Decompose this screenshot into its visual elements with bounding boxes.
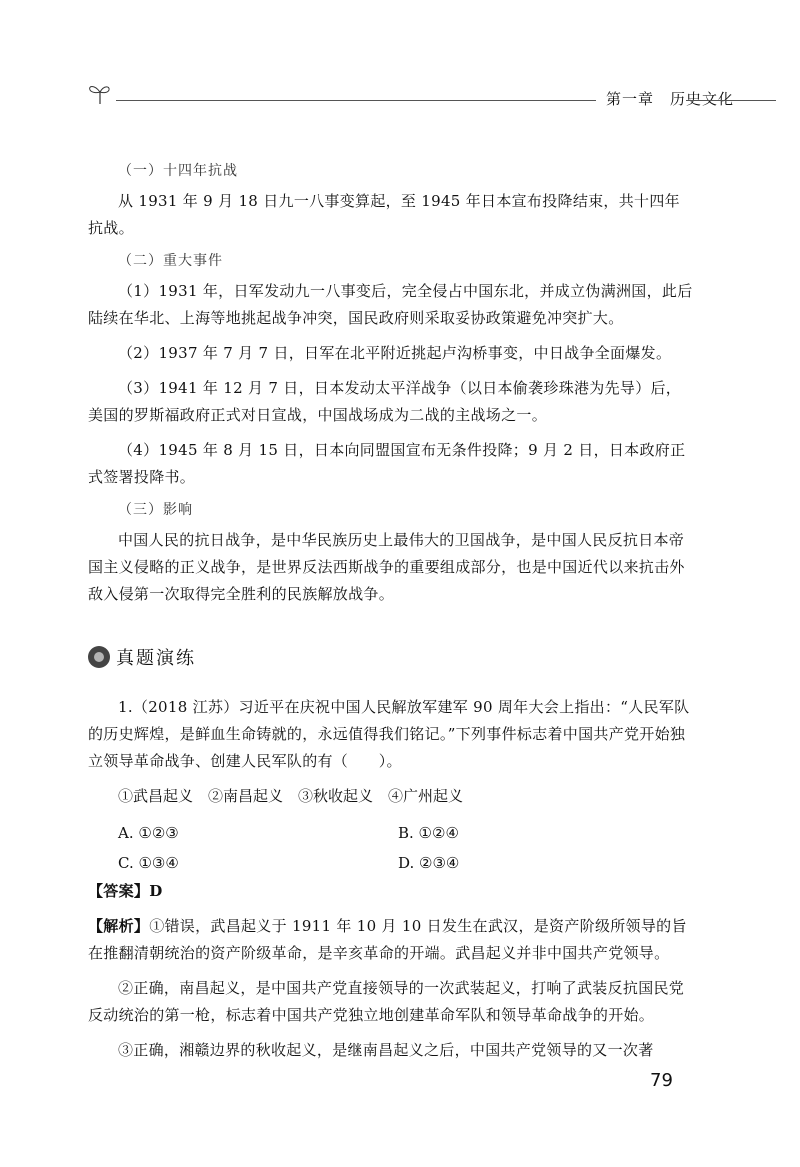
- header-rule-left: [116, 100, 596, 101]
- option-b: B. ①②④: [398, 824, 459, 842]
- section-title-3: （三）影响: [118, 502, 193, 518]
- section-text-1: 从 1931 年 9 月 18 日九一八事变算起，至 1945 年日本宣布投降结束，共十四年抗战。: [88, 192, 680, 237]
- answer-line: [88, 878, 693, 905]
- exercise-heading: [88, 644, 693, 670]
- answer-label: 【答案】: [88, 882, 150, 900]
- analysis-label: 【解析】: [88, 917, 150, 935]
- event-item-3: （3）1941 年 12 月 7 日，日本发动太平洋战争（以日本偷袭珍珠港为先导）后，美国的罗斯福政府正式对日宣战，中国战场成为二战的主战场之一。: [88, 379, 682, 424]
- exercise-heading-title: 真题演练: [116, 648, 196, 669]
- option-d: D. ②③④: [398, 854, 460, 872]
- question-text: 1.（2018 江苏）习近平在庆祝中国人民解放军建军 90 周年大会上指出：“人民军队的历史辉煌，是鲜血生命铸就的，永远值得我们铭记。”下列事件标志着中国共产党开始独立领导革命战争、创建人民军队的有（ ）。: [88, 698, 690, 770]
- exercise-badge-icon: [88, 646, 110, 668]
- page-body: [88, 160, 693, 1072]
- analysis-1: [88, 913, 693, 967]
- page-header: [86, 80, 786, 110]
- option-c: C. ①③④: [118, 854, 179, 872]
- analysis-2: ②正确，南昌起义，是中国共产党直接领导的一次武装起义，打响了武装反抗国民党反动统治的第一枪，标志着中国共产党独立地创建革命军队和领导革命战争的开始。: [88, 979, 685, 1024]
- header-rule-right: [686, 100, 776, 101]
- event-item-4: （4）1945 年 8 月 15 日，日本向同盟国宣布无条件投降；9 月 2 日，日本政府正式签署投降书。: [88, 441, 686, 486]
- analysis-3: ③正确，湘赣边界的秋收起义，是继南昌起义之后，中国共产党领导的又一次著: [118, 1041, 654, 1059]
- page-number: 79: [650, 1070, 673, 1091]
- question-items: ①武昌起义 ②南昌起义 ③秋收起义 ④广州起义: [118, 787, 464, 805]
- sprout-icon: [86, 80, 114, 106]
- chapter-title: 第一章 历史文化: [606, 90, 735, 108]
- analysis-1-text: ①错误，武昌起义于 1911 年 10 月 10 日发生在武汉，是资产阶级所领导的旨在推翻清朝统治的资产阶级革命，是辛亥革命的开端。武昌起义并非中国共产党领导。: [88, 917, 687, 962]
- option-a: A. ①②③: [118, 824, 179, 842]
- event-item-1: （1）1931 年，日军发动九一八事变后，完全侵占中国东北，并成立伪满洲国，此后陆续在华北、上海等地挑起战争冲突，国民政府则采取妥协政策避免冲突扩大。: [88, 282, 693, 327]
- section-title-2: （二）重大事件: [118, 253, 223, 269]
- answer-options: [118, 818, 693, 878]
- answer-value: D: [149, 882, 163, 900]
- event-item-2: （2）1937 年 7 月 7 日，日军在北平附近挑起卢沟桥事变，中日战争全面爆发。: [118, 344, 672, 362]
- section-text-3: 中国人民的抗日战争，是中华民族历史上最伟大的卫国战争，是中国人民反抗日本帝国主义侵略的正义战争，是世界反法西斯战争的重要组成部分，也是中国近代以来抗击外敌入侵第一次取得完全胜利的民族解放战争。: [88, 531, 685, 603]
- section-title-1: （一）十四年抗战: [118, 163, 238, 179]
